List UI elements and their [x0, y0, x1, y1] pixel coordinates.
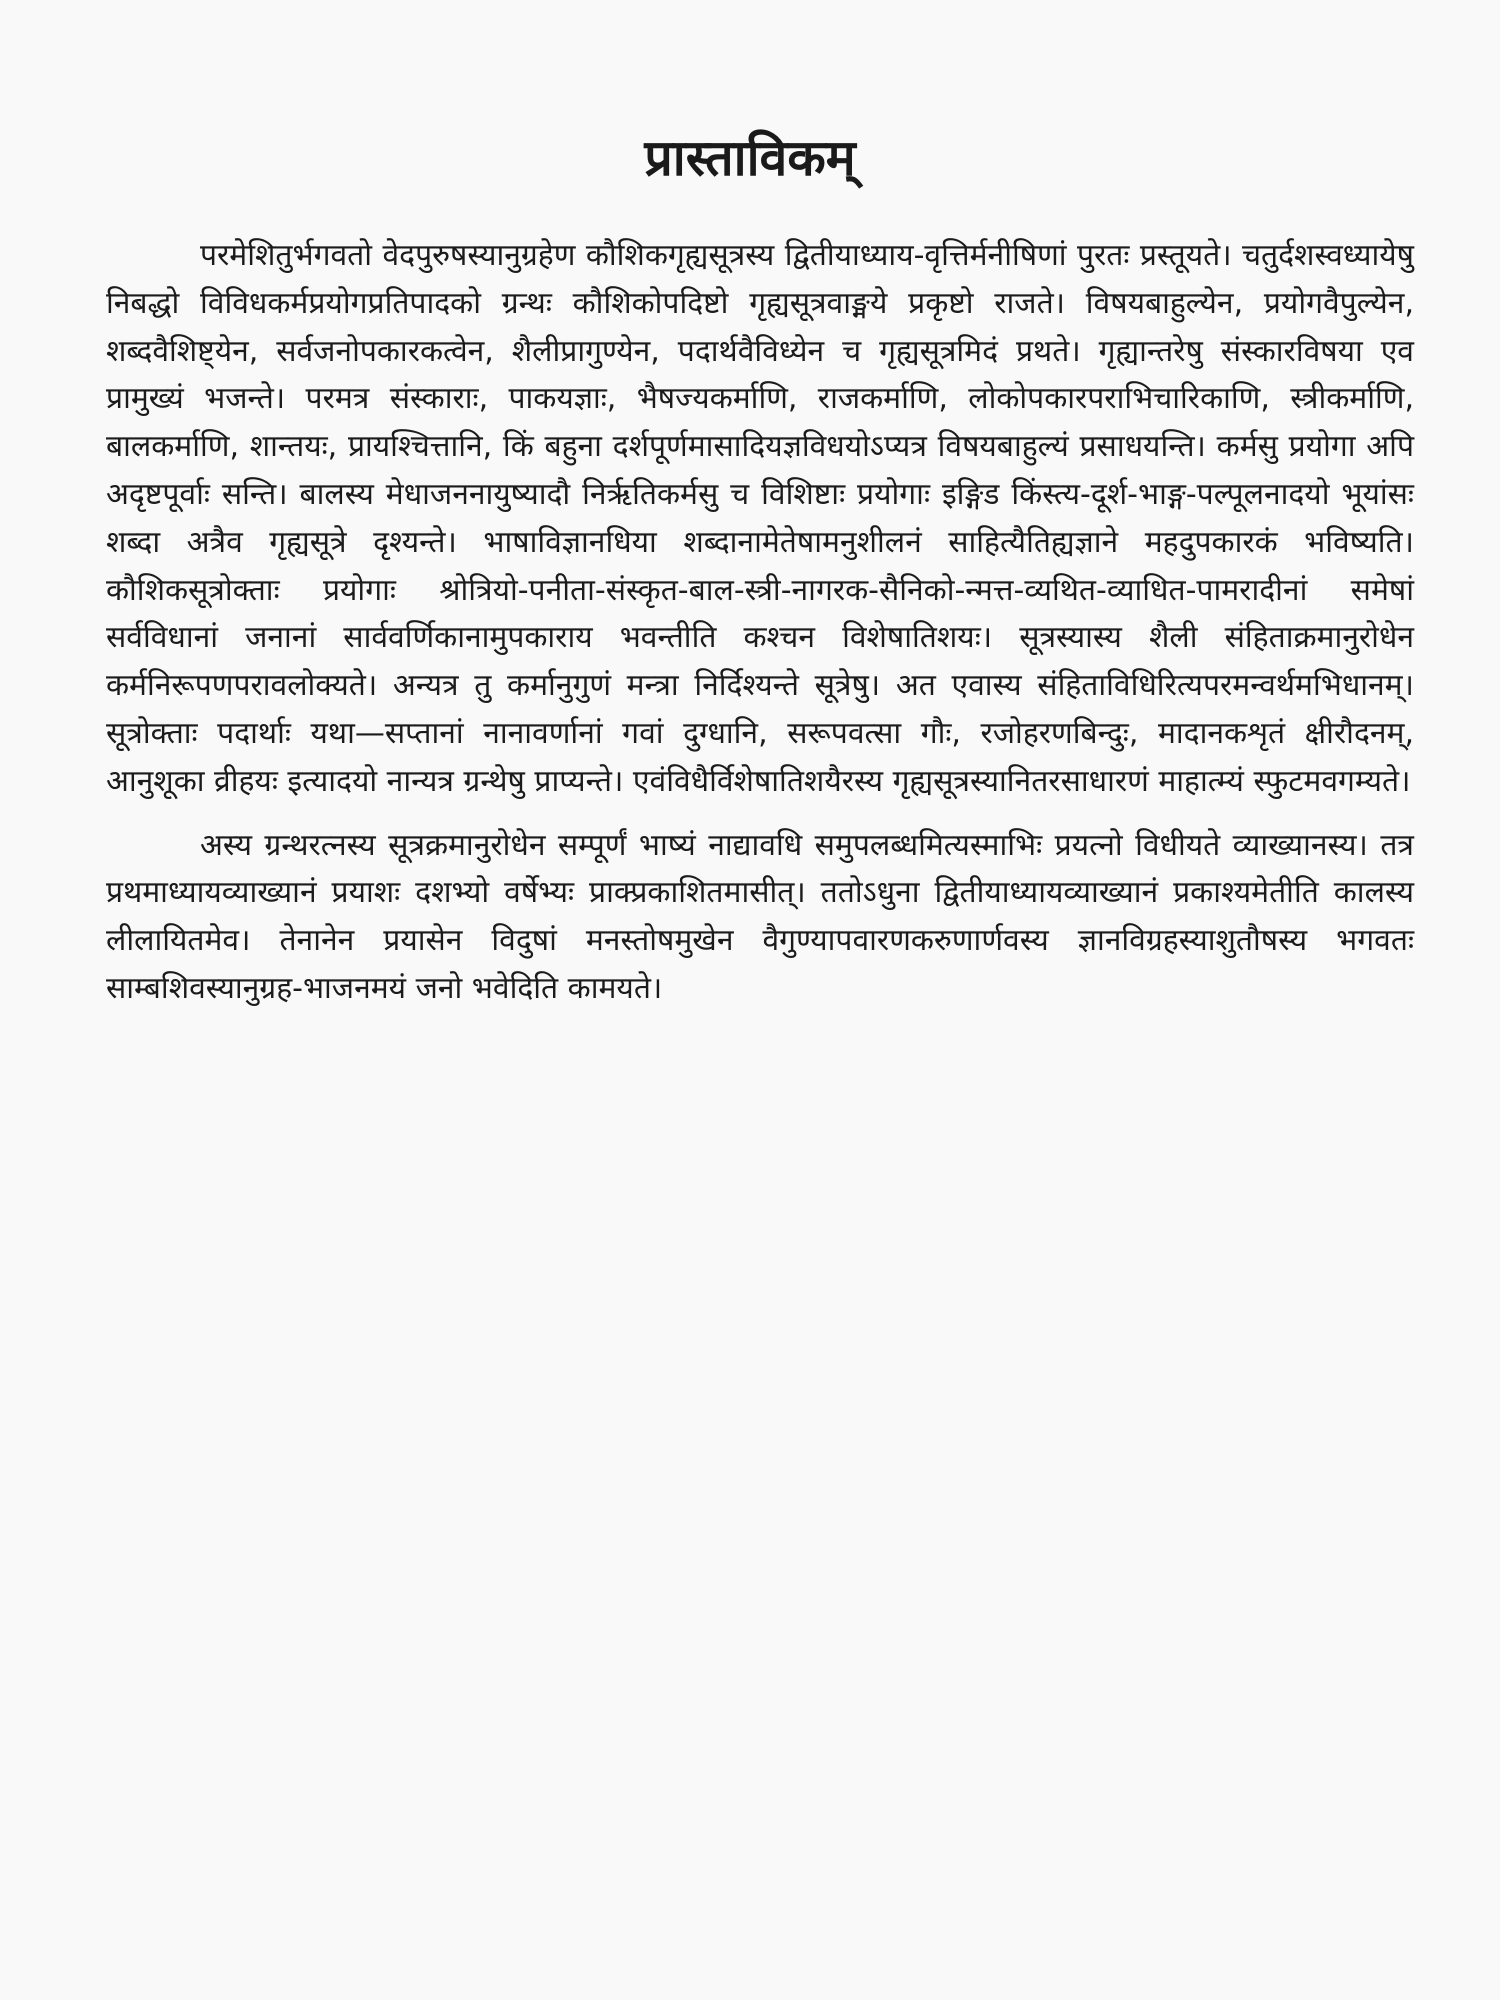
paragraph-1: परमेशितुर्भगवतो वेदपुरुषस्यानुग्रहेण कौशिकगृह्यसूत्रस्य द्वितीयाध्याय-वृत्तिर्मनीषिणां पुरतः प्रस्तूयते। चतुर्दशस्वध्यायेषु निबद्धो विविधकर्मप्रयोगप्रतिपादको ग्रन्थः कौशिकोपदिष्टो गृह्यसूत्रवाङ्मये प्रकृष्टो राजते। विषयबाहुल्येन, प्रयोगवैपुल्येन, शब्दवैशिष्ट्येन, सर्वजनोपकारकत्वेन, शैलीप्रागुण्येन, पदार्थवैविध्येन च गृह्यसूत्रमिदं प्रथते। गृह्यान्तरेषु संस्कारविषया एव प्रामुख्यं भजन्ते। परमत्र संस्काराः, पाकयज्ञाः, भैषज्यकर्माणि, राजकर्माणि, लोकोपकारपराभिचारिकाणि, स्त्रीकर्माणि, बालकर्माणि, शान्तयः, प्रायश्चित्तानि, किं बहुना दर्शपूर्णमासादियज्ञविधयोऽप्यत्र विषयबाहुल्यं प्रसाधयन्ति। कर्मसु प्रयोगा अपि अदृष्टपूर्वाः सन्ति। बालस्य मेधाजननायुष्यादौ निर्ऋतिकर्मसु च विशिष्टाः प्रयोगाः इङ्गिड किंस्त्य-दूर्श-भाङ्ग-पल्पूलनादयो भूयांसः शब्दा अत्रैव गृह्यसूत्रे दृश्यन्ते। भाषाविज्ञानधिया शब्दानामेतेषामनुशीलनं साहित्यैतिह्यज्ञाने महदुपकारकं भविष्यति। कौशिकसूत्रोक्ताः प्रयोगाः श्रोत्रियो-पनीता-संस्कृत-बाल-स्त्री-नागरक-सैनिको-न्मत्त-व्यथित-व्याधित-पामरादीनां समेषां सर्वविधानां जनानां सार्ववर्णिकानामुपकाराय भवन्तीति कश्चन विशेषातिशयः। सूत्रस्यास्य शैली संहिताक्रमानुरोधेन कर्मनिरूपणपरावलोक्यते। अन्यत्र तु कर्मानुगुणं मन्त्रा निर्दिश्यन्ते सूत्रेषु। अत एवास्य संहिताविधिरित्यपरमन्वर्थमभिधानम्। सूत्रोक्ताः पदार्थाः यथा—सप्तानां नानावर्णानां गवां दुग्धानि, सरूपवत्सा गौः, रजोहरणबिन्दुः, मादानकशृतं क्षीरौदनम्, आनुशूका व्रीहयः इत्यादयो नान्यत्र ग्रन्थेषु प्राप्यन्ते। एवंविधैर्विशेषातिशयैरस्य गृह्यसूत्रस्यानितरसाधारणं माहात्म्यं स्फुटमवगम्यते। — [106, 238, 1414, 799]
page-title: प्रास्ताविकम् — [644, 129, 856, 187]
paragraph-2: अस्य ग्रन्थरत्नस्य सूत्रक्रमानुरोधेन सम्पूर्णं भाष्यं नाद्यावधि समुपलब्धमित्यस्माभिः प्रयत्नो विधीयते व्याख्यानस्य। तत्र प्रथमाध्यायव्याख्यानं प्रयाशः दशभ्यो वर्षेभ्यः प्राक्प्रकाशितमासीत्। ततोऽधुना द्वितीयाध्यायव्याख्यानं प्रकाश्यमेतीति कालस्य लीलायितमेव। तेनानेन प्रयासेन विदुषां मनस्तोषमुखेन वैगुण्यापवारणकरुणार्णवस्य ज्ञानविग्रहस्याशुतौषस्य भगवतः साम्बशिवस्यानुग्रह-भाजनमयं जनो भवेदिति कामयते। — [106, 827, 1414, 1006]
body-text — [106, 232, 1414, 1013]
